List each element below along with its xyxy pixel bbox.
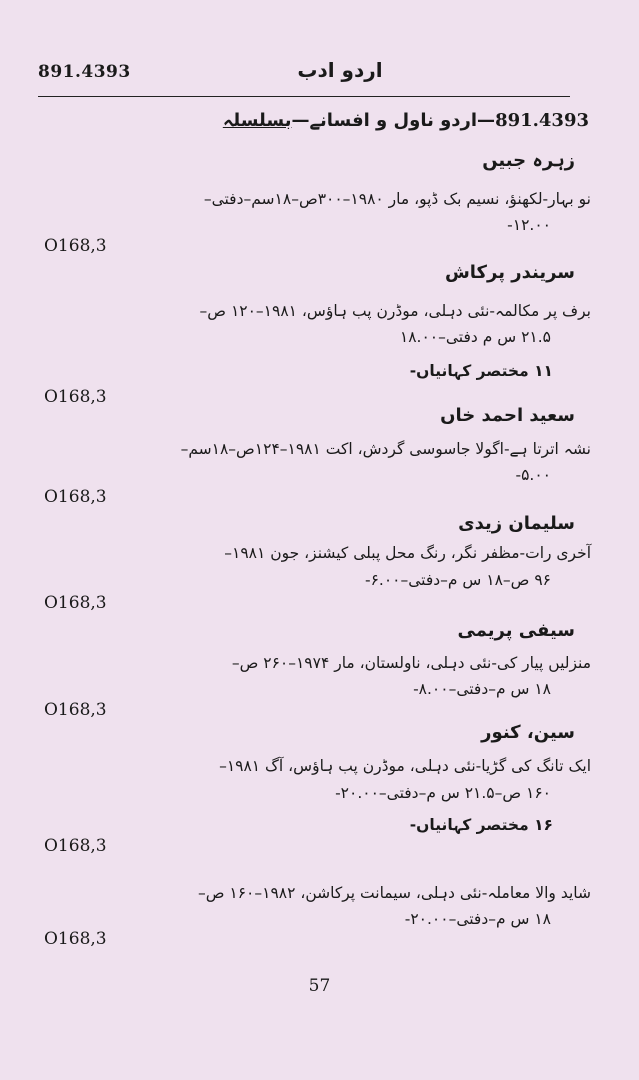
header-classification: 891.4393 (38, 62, 131, 82)
section-heading (223, 110, 589, 131)
entry-code: O168,3 (44, 929, 107, 949)
entry-code: O168,3 (44, 836, 107, 856)
entry-line: ایک تانگ کی گڑیا-نئی دہلی، موڈرن پب ہاؤس، آگ ۱۹۸۱– (219, 757, 591, 775)
section-title: —اردو ناول و افسانے— (291, 110, 496, 131)
entry-author: سین، کنور (481, 722, 575, 743)
page-number: 57 (308, 976, 331, 996)
entry-line: ۵.۰۰- (515, 466, 551, 484)
entry-code: O168,3 (44, 700, 107, 720)
entry-author: زہرہ جبیں (482, 150, 575, 171)
entry-code: O168,3 (44, 487, 107, 507)
section-number: 891.4393 (495, 110, 589, 131)
entry-line: نو بہار-لکھنؤ، نسیم بک ڈپو، مار ۱۹۸۰–۳۰۰ص–۱۸سم–دفتی– (203, 190, 591, 208)
entry-author: سعید احمد خاں (440, 405, 575, 426)
entry-note: ۱۶ مختصر کہانیاں- (409, 816, 553, 834)
entry-line: آخری رات-مظفر نگر، رنگ محل پبلی کیشنز، جون ۱۹۸۱– (224, 544, 591, 562)
entry-line: ۱۲.۰۰- (507, 216, 551, 234)
entry-line: نشہ اترتا ہے-اگولا جاسوسی گردش، اکت ۱۹۸۱–۱۲۴ص–۱۸سم– (180, 440, 591, 458)
entry-author: سیفی پریمی (457, 620, 575, 641)
entry-line: ۲۱.۵ س م دفتی–۱۸.۰۰ (399, 328, 551, 346)
entry-line: ۱۸ س م–دفتی–۸.۰۰- (413, 680, 551, 698)
entry-code: O168,3 (44, 593, 107, 613)
header-rule (38, 96, 570, 97)
entry-line: برف پر مکالمہ-نئی دہلی، موڈرن پب ہاؤس، ۱۹۸۱–۱۲۰ ص– (199, 302, 591, 320)
entry-line: ۱۸ س م–دفتی–۲۰.۰۰- (404, 910, 551, 928)
entry-line: شاید والا معاملہ-نئی دہلی، سیمانت پرکاشن، ۱۹۸۲–۱۶۰ ص– (197, 884, 591, 902)
entry-line: ۱۶۰ ص–۲۱.۵ س م–دفتی–۲۰.۰۰- (335, 784, 551, 802)
entry-author: سریندر پرکاش (444, 262, 575, 283)
entry-code: O168,3 (44, 387, 107, 407)
entry-code: O168,3 (44, 236, 107, 256)
header-title: اردو ادب (297, 58, 383, 82)
entry-author: سلیمان زیدی (458, 513, 575, 534)
entry-line: منزلیں پیار کی-نئی دہلی، ناولستان، مار ۱۹۷۴–۲۶۰ ص– (231, 654, 591, 672)
section-title-underlined: بسلسلہ (222, 110, 292, 131)
entry-line: ۹۶ ص–۱۸ س م–دفتی–۶.۰۰- (364, 571, 551, 589)
entry-note: ۱۱ مختصر کہانیاں- (409, 362, 553, 380)
